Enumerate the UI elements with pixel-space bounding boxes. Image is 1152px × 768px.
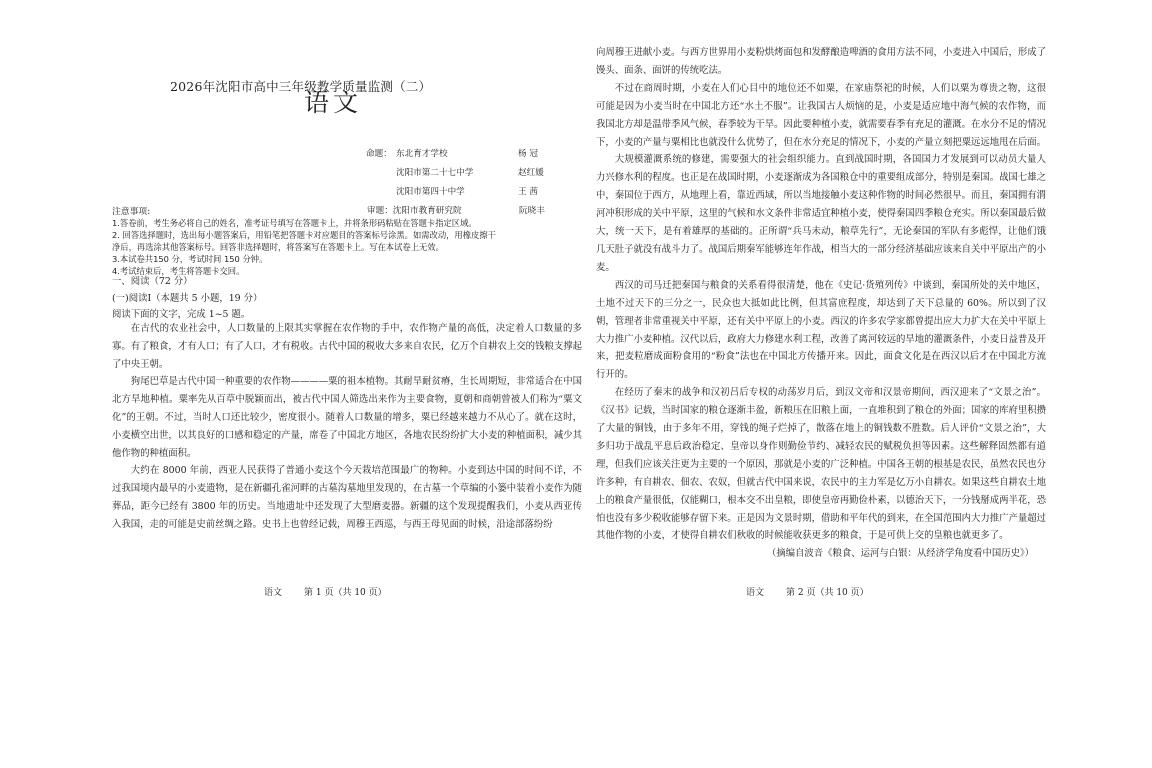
subject-title: 语文 <box>304 88 363 117</box>
author-name: 赵红媛 <box>518 168 544 178</box>
notes-heading: 注意事项: <box>112 207 151 217</box>
paragraph: 狗尾巴草是古代中国一种重要的农作物————粟的祖本植物。其耐旱耐贫瘠，生长周期短，非常适合在中国北方旱地种植。粟率先从百草中脱颖而出，被古代中国人筛选出来作为主要食物，夏朝和商朝曾被人们称为“粟文化”的王朝。不过，当时人口还比较少，密度很小。随着人口数量的增多，粟已经越来越力不从心了。就在这时，小麦横空出世，以其良好的口感和稳定的产量，席卷了中国北方地区，各地农民纷纷扩大小麦的种植面积，减少其他作物的种植面积。 <box>112 376 582 459</box>
author-school: 东北育才学校 <box>396 149 448 159</box>
paragraph: 在古代的农业社会中，人口数量的上限其实掌握在农作物的手中，农作物产量的高低，决定着人口数量的多寡。有了粮食，才有人口；有了人口，才有税收。古代中国的税收大多来自农民，亿万个自耕农上交的钱粮支撑起了中央王朝。 <box>112 323 582 370</box>
footer-subject: 语文 <box>746 588 765 598</box>
author-school: 沈阳市第四十中学 <box>396 187 465 197</box>
author-name: 杨 冠 <box>518 149 538 159</box>
reviewer-school: 沈阳市教育研究院 <box>392 206 462 216</box>
paragraph: 西汉的司马迁把秦国与粮食的关系看得很清楚，他在《史记·货殖列传》中谈到，秦国所处的关中地区，土地不过天下的三分之一，民众也大抵如此比例，但其富庶程度，却达到了天下总量的 60%。所以到了汉朝，管理者非常重视关中平原，还有关中平原上的小麦。西汉的许多农学家都曾提出应大力扩大在关中平原上大力推广小麦种植。汉代以后，政府大力修建水利工程，改善了离河较远的旱地的灌溉条件，小麦日益普及开来，把麦粒磨成面粉食用的“粉食”法也在中国北方传播开来。因此，面食文化是在西汉以后才在中国北方流行开的。 <box>596 279 1047 381</box>
reviewer-key: 审题： <box>367 206 393 216</box>
note-item: 2. 回答选择题时，选出每小题答案后，用铅笔把答题卡对应题目的答案标号涂黑。如需改动，用橡皮擦干 <box>112 230 496 240</box>
footer-page-number: 第 2 页（共 10 页） <box>786 588 869 598</box>
section-title: 一、阅读（72 分） <box>112 276 193 287</box>
exam-title: 2026年沈阳市高中三年级教学质量监测（二） <box>170 79 432 94</box>
page-footer <box>264 585 387 598</box>
footer-subject: 语文 <box>264 588 283 598</box>
instruction-text: 阅读下面的文字，完成 1~5 题。 <box>112 309 251 320</box>
author-key: 命题： <box>366 149 392 159</box>
paragraph: 大规模灌溉系统的修建，需要强大的社会组织能力。直到战国时期，各国国力才发展到可以动员大量人力兴修水利的程度。也正是在战国时期，小麦逐渐成为各国粮仓中的重要组成部分，特别是秦国。战国七雄之中，秦国位于西方，从地理上看，靠近西域，所以当地接触小麦这种作物的时间必然很早。而且，秦国拥有渭河冲积形成的关中平原，这里的气候和水文条件非常适宜种植小麦，使得秦国四季粮仓充实。所以秦国最后做大，统一天下，是有着雄厚的基础的。正所谓“兵马未动，粮草先行”，无论秦国的军队有多彪悍，让他们饿几天肚子就没有战斗力了。战国后期秦军能够连年作战，相当大的一部分经济基础应该来自关中平原出产的小麦。 <box>596 154 1047 273</box>
footer-page-number: 第 1 页（共 10 页） <box>304 588 387 598</box>
page-footer <box>746 585 869 598</box>
author-name: 王 茜 <box>518 187 538 197</box>
paragraph: 向周穆王进献小麦。与西方世界用小麦粉烘烤面包和发酵酿造啤酒的食用方法不同，小麦进入中国后，形成了馒头、面条、面饼的传统吃法。 <box>596 47 1047 76</box>
paragraph: 大约在 8000 年前，西亚人民获得了普通小麦这个今天栽培范围最广的物种。小麦到达中国的时间不详，不过我国境内最早的小麦遗物，是在新疆孔雀河畔的古墓沟墓地里发现的，在古墓一个草编的小篓中装着小麦作为随葬品，距今已经有 3800 年的历史。当地遗址中还发现了大型磨麦器。新疆的这个发现提醒我们，小麦从西亚传入我国，走的可能是史前丝绸之路。史书上也曾经记载，周穆王西巡，与西王母见面的时候，沿途部落纷纷 <box>112 465 582 530</box>
note-item: 净后，再选涂其他答案标号。回答非选择题时，将答案写在答题卡上。写在本试卷上无效。 <box>112 242 444 252</box>
note-item: 4.考试结束后，考生将答题卡交回。 <box>112 266 245 276</box>
paragraph: 不过在商周时期，小麦在人们心目中的地位还不如粟，在家庙祭祀的时候，人们以粟为尊贵之物，这很可能是因为小麦当时在中国北方还“水土不服”。让我国古人烦恼的是，小麦是适应地中海气候的农作物，而我国北方却是温带季风气候，春季较为干旱。因此要种植小麦，就需要春季有充足的灌溉。在水分不足的情况下，小麦的产量与粟相比也就没什么优势了，但在水分充足的情况下，小麦的产量立刻把粟远远地甩在后面。 <box>596 82 1047 148</box>
note-item: 3.本试卷共150 分，考试时间 150 分钟。 <box>112 254 268 264</box>
reviewer-name: 阮晓丰 <box>519 206 545 216</box>
author-school: 沈阳市第二十七中学 <box>396 168 474 178</box>
paragraph: 在经历了秦末的战争和汉初吕后专权的动荡岁月后，到汉文帝和汉景帝期间，西汉迎来了“文景之治”。《汉书》记载，当时国家的粮仓逐渐丰盈，新粮压在旧粮上面，一直堆积到了粮仓的外面；国家的库府里积攒了大量的铜钱，由于多年不用，穿钱的绳子烂掉了，散落在地上的铜钱数不胜数。后人评价“文景之治”，大多归功于战乱平息后政治稳定、皇帝以身作则勤俭节约、减轻农民的赋税负担等因素。这些解释固然都有道理，但我们应该关注更为主要的一个原因，那就是小麦的广泛种植。中国各王朝的根基是农民，虽然农民也分许多种，有自耕农、佃农、农奴，但就古代中国来说，农民中的主力军是亿万小自耕农。如果这些自耕农土地上的粮食产量很低，仅能糊口，根本交不出皇粮，即使皇帝再勤俭朴素，以德治天下，一分钱掰成两半花，恐怕也没有多少税收能够存留下来。正是因为文景时期，借助和平年代的到来，在全国范围内大力推广产量超过其他作物的小麦，才使得自耕农们秋收的时候能收获更多的粮食，于是可供上交的皇粮也就更多了。 <box>596 387 1047 542</box>
subsection-title: (一)阅读Ⅰ（本题共 5 小题，19 分） <box>112 293 263 304</box>
reviewer-row <box>367 204 545 216</box>
note-item: 1.答卷前，考生务必将自己的姓名，准考证号填写在答题卡上，并将条形码粘贴在答题卡指定区域。 <box>112 218 477 228</box>
source-citation: （摘编自波音《粮食、运河与白银：从经济学角度看中国历史》） <box>766 548 1034 560</box>
article-body-page-1 <box>112 320 582 534</box>
article-body-page-2 <box>596 44 1046 563</box>
